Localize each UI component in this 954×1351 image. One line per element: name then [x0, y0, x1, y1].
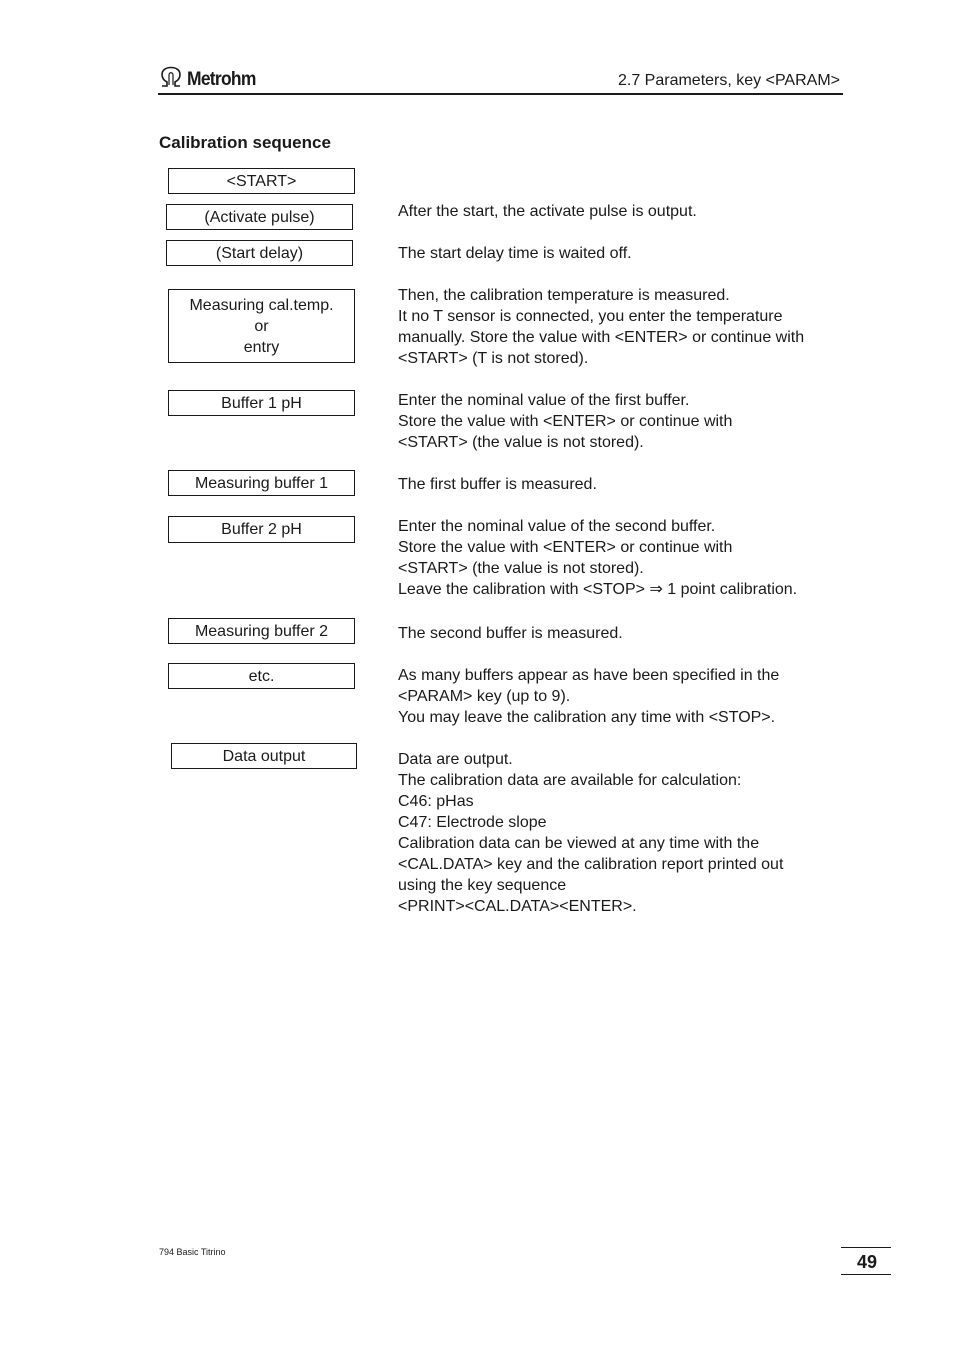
step-label: Measuring buffer 2 — [194, 622, 329, 640]
footer-product-name: 794 Basic Titrino — [159, 1247, 226, 1257]
description-line: Store the value with <ENTER> or continue with — [398, 539, 733, 556]
step-box-measuring-buffer-2 — [168, 618, 355, 644]
description-line: Enter the nominal value of the first buffer. — [398, 392, 690, 409]
step-description-etc — [398, 665, 848, 728]
step-label: <START> — [226, 172, 297, 190]
header-rule — [158, 93, 843, 95]
description-line: The second buffer is measured. — [398, 625, 623, 642]
omega-logo-icon — [159, 66, 183, 93]
step-label: Buffer 1 pH — [221, 394, 302, 412]
description-line: Calibration data can be viewed at any time with the — [398, 835, 760, 852]
step-box-measuring-cal-temp — [168, 289, 355, 363]
description-line: manually. Store the value with <ENTER> or continue with — [398, 329, 805, 346]
step-description-buffer-1-ph — [398, 390, 848, 453]
step-label: Measuring buffer 1 — [194, 474, 329, 492]
step-label: etc. — [248, 667, 275, 685]
running-header: 2.7 Parameters, key <PARAM> — [617, 72, 840, 89]
step-label: Measuring cal.temp. — [189, 296, 334, 314]
step-label: Data output — [222, 747, 306, 765]
description-line: You may leave the calibration any time with <STOP>. — [398, 709, 776, 726]
step-description-activate-pulse — [398, 201, 848, 222]
description-line: <CAL.DATA> key and the calibration report printed out — [398, 856, 784, 873]
step-description-start-delay — [398, 243, 848, 264]
step-label: (Activate pulse) — [204, 208, 315, 226]
step-description-measuring-cal-temp — [398, 285, 848, 369]
description-line: C46: pHas — [398, 793, 474, 810]
step-box-buffer-1-ph — [168, 390, 355, 416]
description-line: Enter the nominal value of the second buffer. — [398, 518, 716, 535]
step-box-buffer-2-ph — [168, 516, 355, 543]
description-line: <PARAM> key (up to 9). — [398, 688, 571, 705]
step-description-measuring-buffer-1 — [398, 474, 848, 495]
step-box-data-output — [171, 743, 357, 769]
description-line: The calibration data are available for calculation: — [398, 772, 742, 789]
step-label: Buffer 2 pH — [221, 521, 302, 538]
description-line: Then, the calibration temperature is measured. — [398, 287, 730, 304]
section-title: Calibration sequence — [159, 133, 331, 152]
description-line: Data are output. — [398, 751, 513, 768]
description-line: After the start, the activate pulse is output. — [398, 203, 697, 220]
description-line: The first buffer is measured. — [398, 476, 597, 493]
brand-logo — [159, 66, 262, 93]
description-line: Store the value with <ENTER> or continue with — [398, 413, 733, 430]
step-box-start — [168, 168, 355, 194]
page-number: 49 — [856, 1252, 877, 1272]
step-box-activate-pulse — [166, 204, 353, 230]
step-label: entry — [243, 338, 280, 356]
description-line: <PRINT><CAL.DATA><ENTER>. — [398, 898, 637, 915]
description-line: using the key sequence — [398, 877, 567, 894]
brand-name: Metrohm — [187, 68, 256, 90]
description-line: As many buffers appear as have been specified in the — [398, 667, 780, 684]
step-box-etc — [168, 663, 355, 689]
step-description-measuring-buffer-2 — [398, 623, 848, 644]
step-box-start-delay — [166, 240, 353, 266]
step-box-measuring-buffer-1 — [168, 470, 355, 496]
description-line: <START> (the value is not stored). — [398, 434, 644, 451]
description-line: <START> (T is not stored). — [398, 350, 589, 367]
step-description-buffer-2-ph — [398, 516, 848, 600]
step-label: (Start delay) — [215, 244, 304, 262]
step-description-data-output — [398, 749, 848, 917]
description-line: <START> (the value is not stored). — [398, 560, 644, 577]
description-line: Leave the calibration with <STOP> ⇒ 1 point calibration. — [398, 581, 798, 598]
description-line: It no T sensor is connected, you enter the temperature — [398, 308, 783, 325]
step-label: or — [254, 317, 269, 335]
page-number-frame — [841, 1247, 891, 1275]
description-line: The start delay time is waited off. — [398, 245, 632, 262]
description-line: C47: Electrode slope — [398, 814, 547, 831]
